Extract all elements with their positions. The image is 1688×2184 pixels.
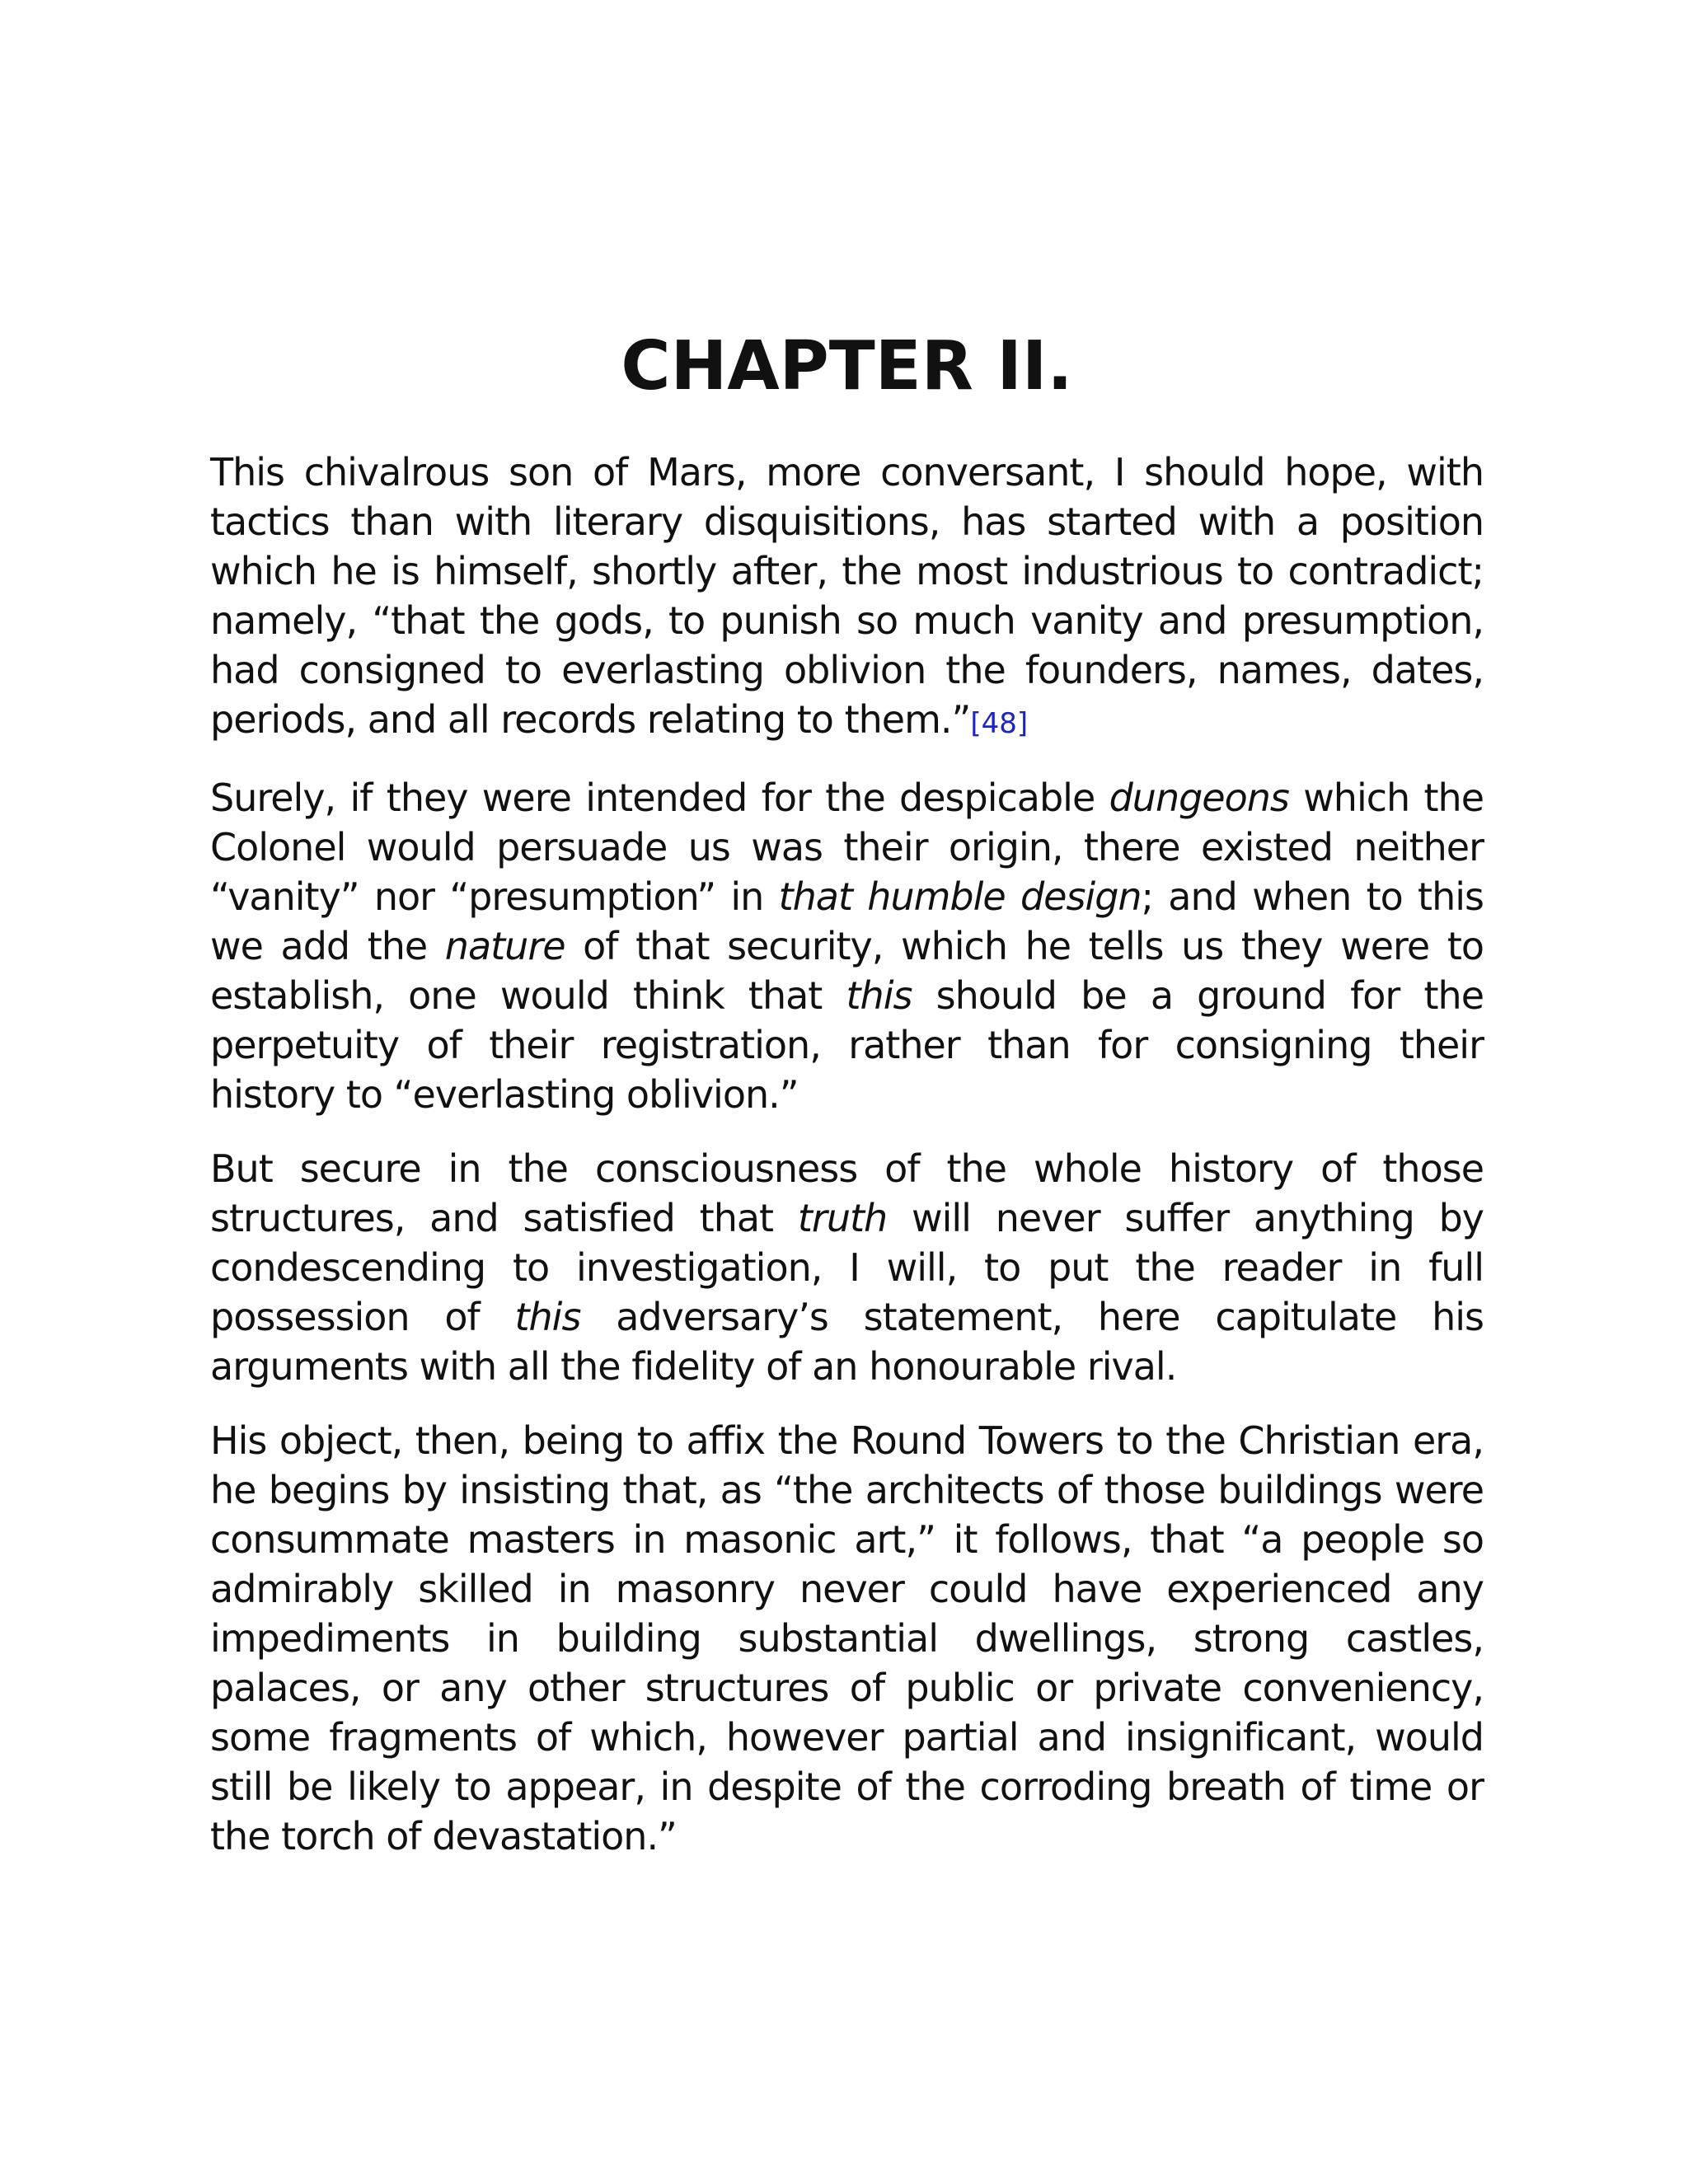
paragraph-text: adversary’s statement, here capitulate his arguments with all the fidelity of an honourable rival.	[210, 1295, 1484, 1389]
paragraph-text: of that security, which he tells us they were to establish, one would think that	[210, 924, 1484, 1018]
emphasis-text: this	[514, 1295, 581, 1339]
footnote-link[interactable]: [48]	[970, 707, 1029, 740]
emphasis-text: nature	[444, 924, 565, 968]
emphasis-text: truth	[797, 1196, 888, 1240]
paragraph-1	[210, 448, 1484, 748]
paragraph-text: This chivalrous son of Mars, more conversant, I should hope, with tactics than with literary disquisitions, has started with a position which he is himself, shortly after, the most industrious to contradict; namely, “that the gods, to punish so much vanity and presumption, had consigned to everlasting oblivion the founders, names, dates, periods, and all records relating to them.”	[210, 450, 1484, 742]
paragraph-4	[210, 1416, 1484, 1861]
paragraph-3	[210, 1144, 1484, 1391]
emphasis-text: that humble design	[778, 874, 1142, 919]
paragraph-text: But secure in the consciousness of the whole history of those structures, and satisfied that	[210, 1146, 1484, 1240]
paragraph-text: Surely, if they were intended for the despicable	[210, 776, 1109, 820]
emphasis-text: this	[846, 973, 912, 1018]
emphasis-text: dungeons	[1109, 776, 1289, 820]
chapter-title: CHAPTER II.	[621, 327, 1073, 405]
paragraph-text: His object, then, being to affix the Round Towers to the Christian era, he begins by insisting that, as “the architects of those buildings were consummate masters in masonic art,” it follows, that “a people so admirably skilled in masonry never could have experienced any impediments in building substantial dwellings, strong castles, palaces, or any other structures of public or private conveniency, some fragments of which, however partial and insignificant, would still be likely to appear, in despite of the corroding breath of time or the torch of devastation.”	[210, 1418, 1484, 1858]
paragraph-text: should be a ground for the perpetuity of their registration, rather than for consigning their history to “everlasting oblivion.”	[210, 973, 1484, 1117]
page-content	[210, 326, 1484, 1886]
paragraph-text: ; and when to this we add the	[210, 874, 1484, 968]
paragraph-2	[210, 773, 1484, 1119]
paragraph-text: which the Colonel would persuade us was their origin, there existed neither “vanity” nor “presumption” in	[210, 776, 1484, 919]
paragraph-text: will never suffer anything by condescending to investigation, I will, to put the reader in full possession of	[210, 1196, 1484, 1339]
